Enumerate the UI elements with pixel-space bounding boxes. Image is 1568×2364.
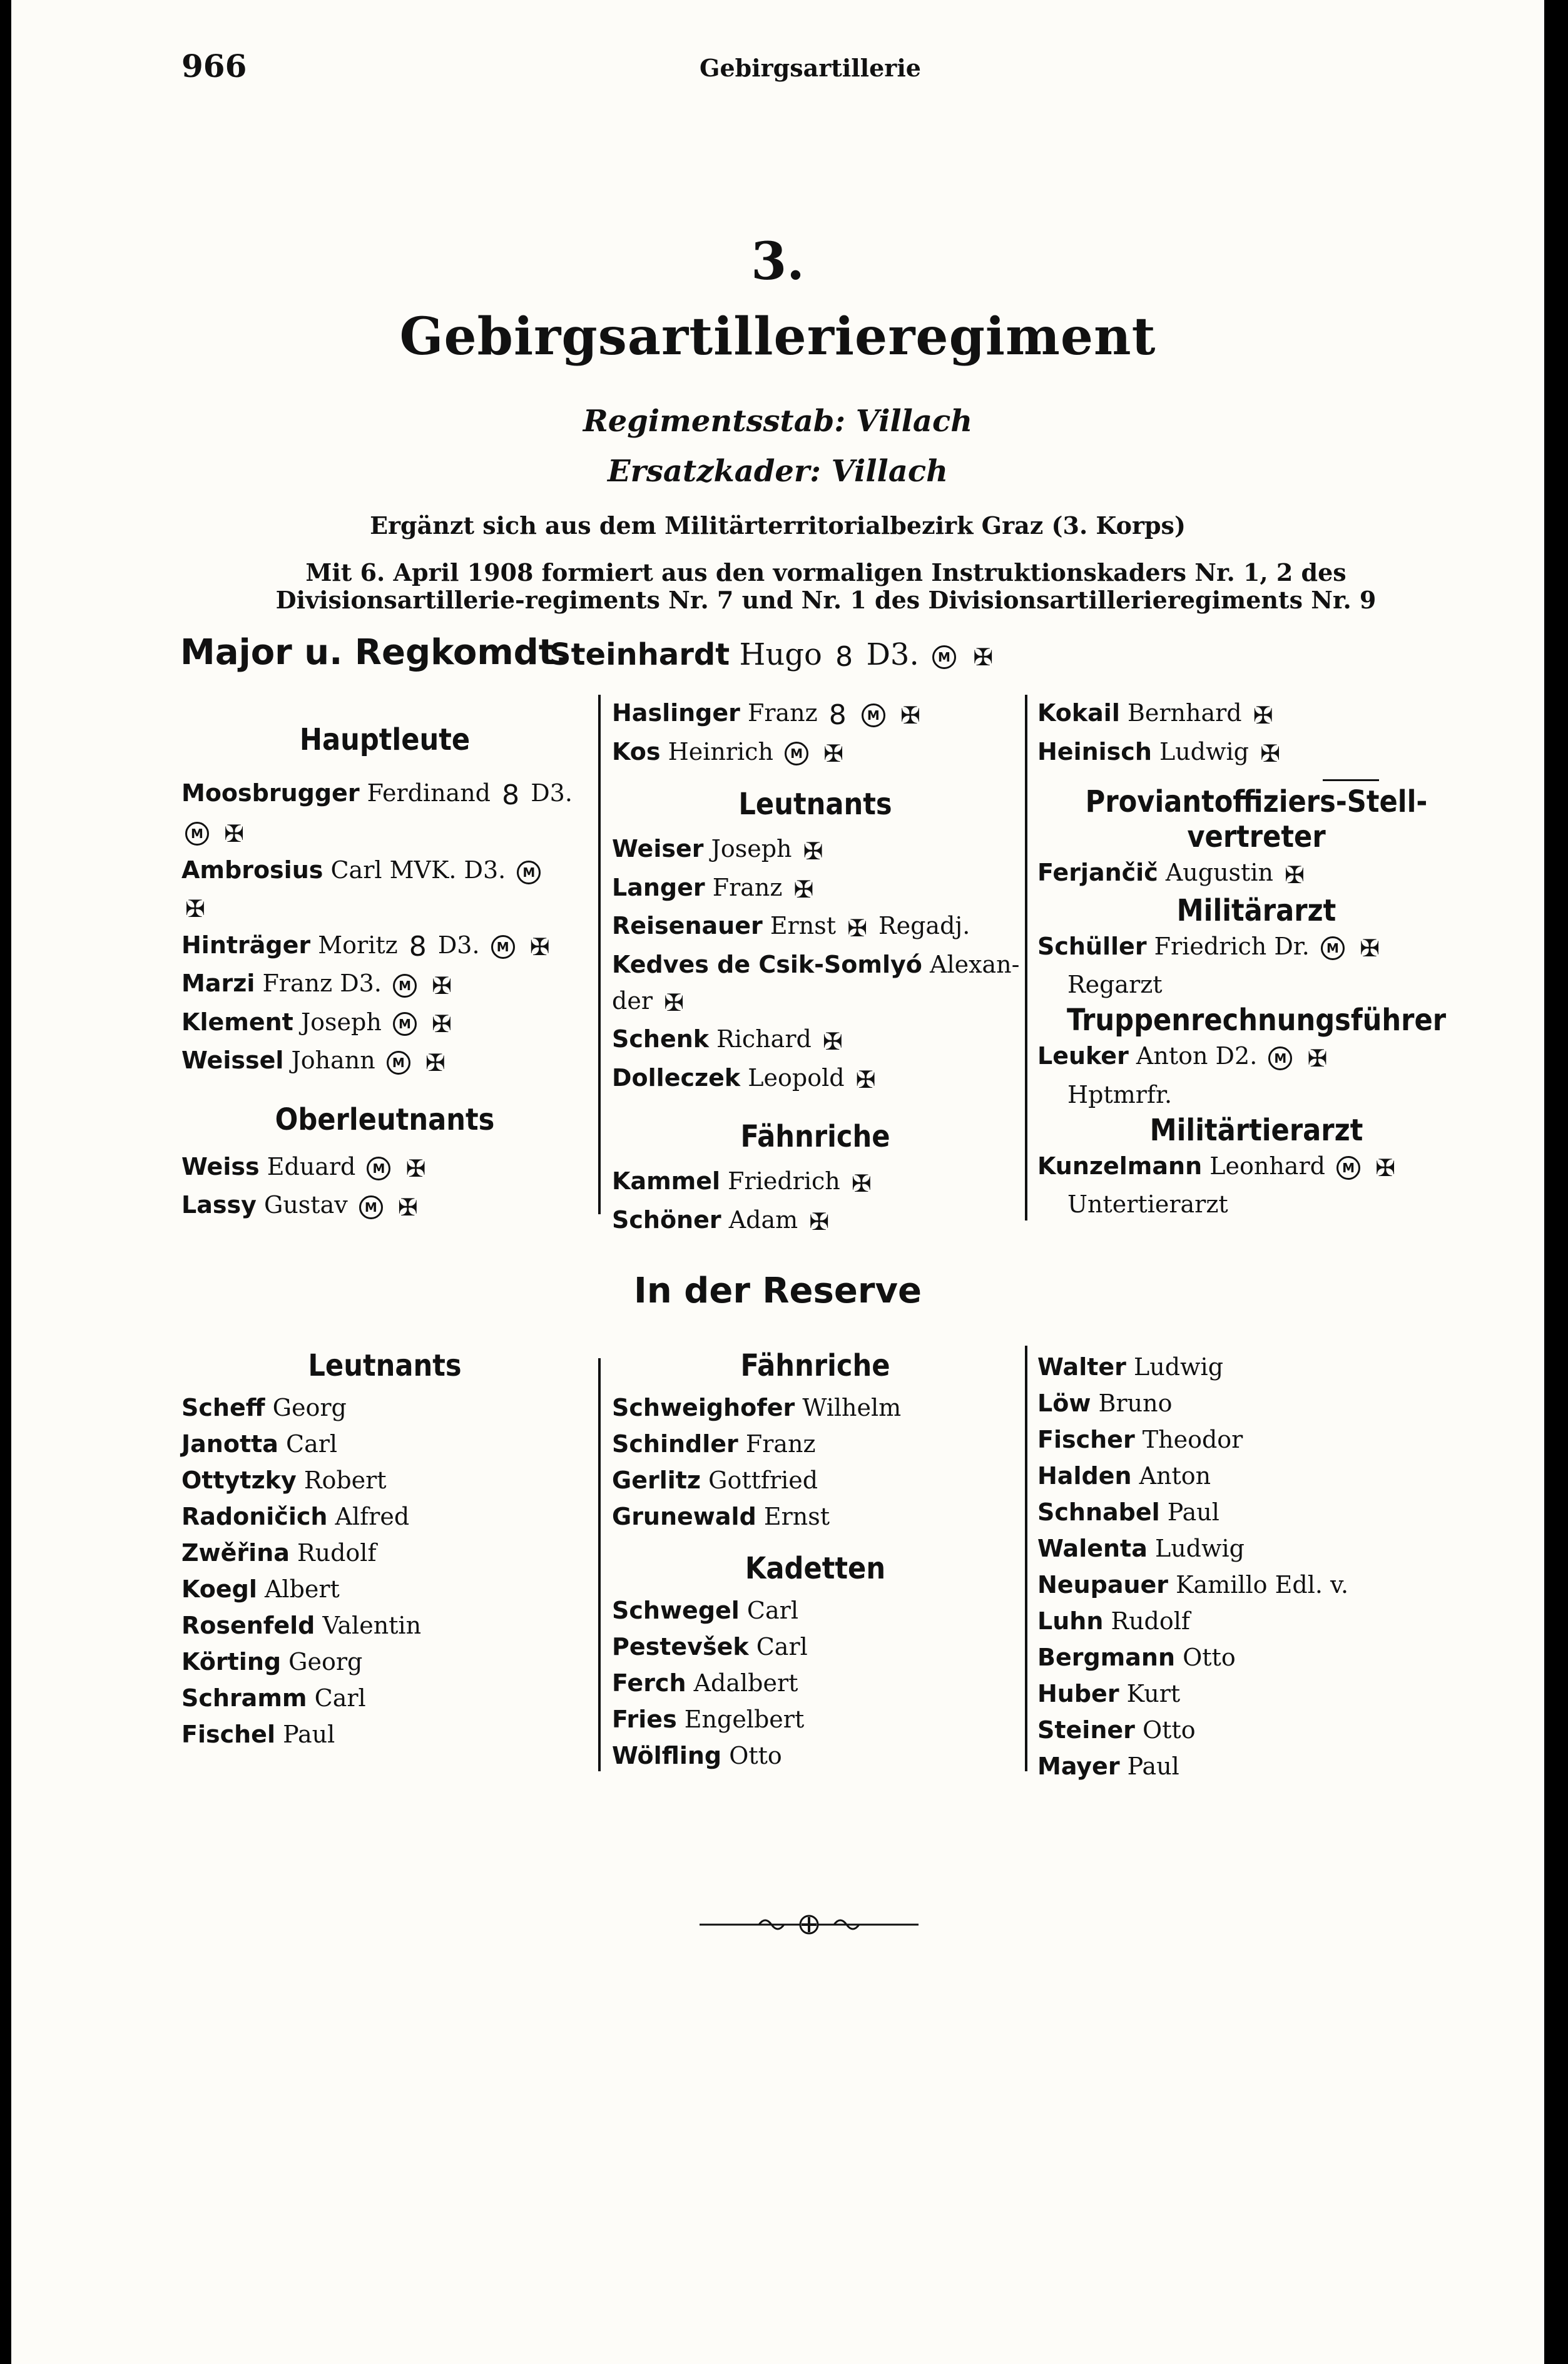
list-item: Hinträger Moritz 8 D3. M ✠ — [181, 927, 588, 966]
cross-icon: ✠ — [1253, 701, 1273, 729]
cross-icon: ✠ — [664, 989, 684, 1016]
list-item: Luhn Rudolf — [1037, 1607, 1190, 1635]
cross-icon: ✠ — [1285, 861, 1305, 889]
medal-icon: M — [932, 645, 956, 669]
active-col-1 — [181, 720, 588, 1225]
cross-icon: ✠ — [405, 1155, 426, 1182]
list-item: Dolleczek Leopold ✠ — [612, 1060, 1019, 1098]
list-item: Schenk Richard ✠ — [612, 1021, 1019, 1060]
cross-icon: ✠ — [1260, 740, 1280, 767]
list-item: Bergmann Otto — [1037, 1644, 1236, 1671]
reserve-leutnants-heading: Leutnants — [308, 1348, 462, 1383]
cross-icon: ✠ — [823, 740, 843, 767]
reserve-col-3 — [1037, 1349, 1475, 1784]
list-item: Schwegel Carl — [612, 1597, 798, 1624]
list-item: Haslinger Franz 8 M ✠ — [612, 695, 1019, 734]
list-item: Scheff Georg — [181, 1394, 347, 1421]
list-item-continued: der ✠ — [612, 983, 1019, 1021]
list-item: Moosbrugger Ferdinand 8 D3. — [181, 775, 588, 814]
list-item: Halden Anton — [1037, 1462, 1211, 1490]
list-item: Ferjančič Augustin ✠ — [1037, 854, 1475, 893]
list-item-continued: Hptmrfr. — [1067, 1080, 1173, 1108]
list-item: Walenta Ludwig — [1037, 1535, 1245, 1562]
list-item: Kedves de Csik-Somlyó Alexan- — [612, 950, 1020, 978]
list-item: Reisenauer Ernst ✠ Regadj. — [612, 908, 1019, 946]
list-item: Radoničich Alfred — [181, 1503, 410, 1530]
cross-icon: ✠ — [432, 971, 452, 1000]
list-item: Schnabel Paul — [1037, 1498, 1219, 1526]
medal-icon: M — [1321, 936, 1345, 960]
cross-icon: ✠ — [1360, 934, 1380, 962]
medal-icon: M — [367, 1157, 390, 1180]
list-item: Pestevšek Carl — [612, 1633, 808, 1660]
list-item: Körting Georg — [181, 1648, 363, 1676]
page-number: 966 — [181, 48, 247, 84]
list-item: Weiss Eduard M ✠ — [181, 1149, 588, 1187]
hauptleute-heading: Hauptleute — [299, 722, 471, 757]
medal-icon: M — [393, 974, 417, 998]
list-item: Gerlitz Gottfried — [612, 1466, 818, 1494]
list-item: Schindler Franz — [612, 1430, 816, 1458]
cross-icon: ✠ — [397, 1193, 418, 1221]
major-rank: Major u. Regkomdt. — [180, 632, 569, 673]
medal-icon: M — [517, 861, 541, 884]
cross-icon: ✠ — [1375, 1154, 1395, 1182]
list-item-continued: Untertierarzt — [1067, 1190, 1228, 1218]
ersatzkader: Ersatzkader: Villach — [608, 454, 948, 489]
list-item: Neupauer Kamillo Edl. v. — [1037, 1571, 1349, 1599]
kadetten-heading: Kadetten — [745, 1551, 886, 1586]
cross-icon: ✠ — [1307, 1044, 1328, 1072]
cross-icon: ✠ — [432, 1010, 452, 1038]
list-item: Huber Kurt — [1037, 1680, 1181, 1707]
active-col-3 — [1037, 695, 1475, 1222]
reserve-heading: In der Reserve — [634, 1271, 922, 1311]
list-item: Weiser Joseph ✠ — [612, 831, 1019, 869]
cross-icon: ✠ — [803, 837, 823, 865]
major-entry — [549, 637, 997, 673]
cross-icon: ✠ — [425, 1048, 445, 1077]
list-item: Janotta Carl — [181, 1430, 338, 1458]
list-item: Rosenfeld Valentin — [181, 1612, 422, 1639]
sash-icon: 8 — [835, 641, 853, 673]
active-col-2 — [612, 695, 1019, 1240]
list-item-continued — [181, 814, 588, 852]
list-item: Ferch Adalbert — [612, 1669, 798, 1697]
sash-icon: 8 — [409, 931, 427, 963]
medal-icon: M — [185, 822, 209, 846]
list-item: Wölfling Otto — [612, 1742, 782, 1769]
cross-icon: ✠ — [185, 894, 205, 923]
document-page — [11, 0, 1544, 2364]
medal-icon: M — [387, 1051, 410, 1075]
list-item: Klement Joseph M ✠ — [181, 1004, 588, 1043]
oberleutnants-heading: Oberleutnants — [275, 1102, 495, 1137]
list-item: Löw Bruno — [1037, 1389, 1173, 1417]
list-item: Walter Ludwig — [1037, 1353, 1224, 1381]
cross-icon: ✠ — [973, 643, 994, 671]
cross-icon: ✠ — [529, 933, 550, 961]
regiment-number: 3. — [751, 232, 805, 292]
sash-icon: 8 — [828, 698, 847, 731]
medal-icon: M — [359, 1195, 383, 1219]
major-suffix: D3. — [866, 637, 919, 672]
list-item: Schöner Adam ✠ — [612, 1202, 1019, 1241]
medal-icon: M — [862, 704, 885, 727]
list-item: Marzi Franz D3. M ✠ — [181, 965, 588, 1004]
column-divider — [598, 1358, 601, 1771]
cross-icon: ✠ — [900, 701, 920, 729]
formation-note: Mit 6. April 1908 formiert aus den vormaligen Instruktionskaders Nr. 1, 2 des Divisionsartillerie-regiments Nr. 7 und Nr. 1 des Divisionsartillerieregiments Nr. 9 — [275, 558, 1377, 614]
list-item: Grunewald Ernst — [612, 1503, 830, 1530]
major-surname: Steinhardt — [549, 637, 730, 672]
ornament-divider — [700, 1912, 919, 1937]
cross-icon: ✠ — [855, 1066, 876, 1093]
proviant-heading — [1037, 784, 1475, 854]
ergaenzt-line: Ergänzt sich aus dem Militärterritorialbezirk Graz (3. Korps) — [370, 511, 1186, 540]
cross-icon: ✠ — [809, 1208, 830, 1236]
regimentsstab: Regimentsstab: Villach — [583, 404, 973, 439]
proviant-heading-line-2: vertreter — [1187, 819, 1326, 854]
medal-icon: M — [393, 1012, 417, 1036]
leutnants-heading: Leutnants — [738, 787, 892, 822]
list-item: Weissel Johann M ✠ — [181, 1042, 588, 1081]
list-item: Zwěřina Rudolf — [181, 1539, 377, 1567]
reserve-col-2 — [612, 1346, 1019, 1774]
sash-icon: 8 — [502, 779, 520, 811]
cross-icon: ✠ — [851, 1169, 872, 1197]
list-item: Steiner Otto — [1037, 1716, 1196, 1744]
medal-icon: M — [1268, 1046, 1292, 1070]
list-item: Koegl Albert — [181, 1575, 340, 1603]
medal-icon: M — [491, 935, 515, 959]
column-divider — [1025, 695, 1027, 1220]
column-divider — [1025, 1346, 1027, 1771]
major-given: Hugo — [739, 637, 822, 672]
list-item: Lassy Gustav M ✠ — [181, 1187, 588, 1225]
list-item: Leuker Anton D2. M ✠ — [1037, 1038, 1475, 1077]
cross-icon: ✠ — [793, 876, 814, 903]
truppen-heading: Truppenrechnungsführer — [1066, 1003, 1447, 1038]
list-item: Fries Engelbert — [612, 1706, 805, 1733]
list-item: Kokail Bernhard ✠ — [1037, 695, 1475, 734]
list-item: Fischer Theodor — [1037, 1426, 1243, 1453]
list-item: Ambrosius Carl MVK. D3. M — [181, 852, 588, 888]
list-item: Langer Franz ✠ — [612, 869, 1019, 908]
list-item: Schüller Friedrich Dr. M ✠ — [1037, 928, 1475, 967]
list-item-continued: Regarzt — [1067, 971, 1163, 998]
cross-icon: ✠ — [847, 914, 867, 942]
arzt-heading: Militärarzt — [1176, 893, 1336, 928]
cross-icon: ✠ — [822, 1027, 843, 1055]
list-item: Schweighofer Wilhelm — [612, 1394, 902, 1421]
list-item: Kunzelmann Leonhard M ✠ — [1037, 1148, 1475, 1187]
list-item-continued — [181, 888, 588, 927]
list-item: Heinisch Ludwig ✠ — [1037, 734, 1475, 772]
list-item: Mayer Paul — [1037, 1753, 1179, 1780]
proviant-heading-line-1: Proviantoffiziers-Stell- — [1085, 784, 1428, 819]
list-item: Schramm Carl — [181, 1684, 366, 1712]
reserve-faehnriche-heading: Fähnriche — [740, 1348, 890, 1383]
list-item: Fischel Paul — [181, 1721, 335, 1748]
running-title: Gebirgsartillerie — [700, 54, 921, 82]
list-item: Ottytzky Robert — [181, 1466, 387, 1494]
tierarzt-heading: Militärtierarzt — [1149, 1112, 1363, 1148]
medal-icon: M — [1336, 1156, 1360, 1180]
medal-icon: M — [785, 742, 808, 765]
reserve-col-1 — [181, 1346, 588, 1753]
divider-rule — [1323, 779, 1379, 781]
list-item: Kammel Friedrich ✠ — [612, 1163, 1019, 1202]
cross-icon: ✠ — [224, 820, 244, 847]
faehnriche-heading: Fähnriche — [740, 1119, 890, 1154]
regiment-title: Gebirgsartillerieregiment — [399, 307, 1156, 367]
column-divider — [598, 695, 601, 1214]
list-item: Kos Heinrich M ✠ — [612, 734, 1019, 772]
